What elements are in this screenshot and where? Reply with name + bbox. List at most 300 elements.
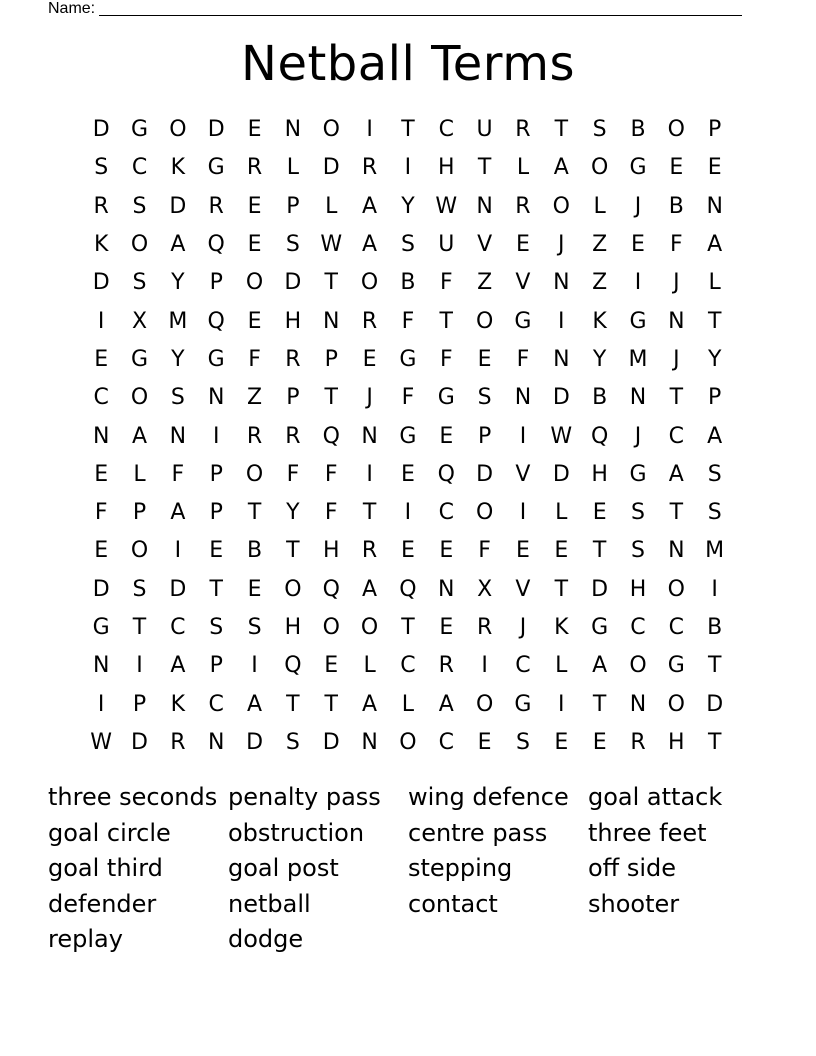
grid-letter[interactable]: R <box>361 308 378 334</box>
grid-letter[interactable]: A <box>362 576 378 602</box>
grid-letter[interactable]: A <box>438 691 454 717</box>
grid-letter[interactable]: D <box>92 117 110 143</box>
grid-letter[interactable]: T <box>286 538 300 564</box>
grid-row <box>82 111 734 149</box>
grid-letter[interactable]: W <box>435 193 458 219</box>
grid-letter[interactable]: G <box>130 117 149 143</box>
grid-letter[interactable]: V <box>515 461 531 487</box>
grid-letter[interactable]: E <box>592 729 607 755</box>
grid-letter[interactable]: I <box>404 500 412 526</box>
grid-letter[interactable]: J <box>634 193 642 219</box>
grid-letter[interactable]: G <box>130 346 149 372</box>
grid-letter[interactable]: V <box>515 270 531 296</box>
grid-letter[interactable]: T <box>707 729 722 755</box>
grid-letter[interactable]: A <box>707 232 723 258</box>
grid-letter[interactable]: G <box>207 346 225 372</box>
grid-letter[interactable]: Q <box>590 423 609 449</box>
grid-letter[interactable]: I <box>404 155 412 181</box>
grid-letter[interactable]: D <box>169 193 187 219</box>
grid-letter[interactable]: P <box>286 193 300 219</box>
grid-letter[interactable]: Q <box>399 576 417 602</box>
grid-letter[interactable]: E <box>247 308 262 334</box>
page-title: Netball Terms <box>241 36 575 92</box>
grid-letter[interactable]: Q <box>284 653 302 679</box>
grid-letter[interactable]: O <box>169 117 187 143</box>
grid-letter[interactable]: I <box>136 653 143 679</box>
grid-letter[interactable]: N <box>706 193 723 219</box>
grid-letter[interactable]: N <box>323 308 340 334</box>
grid-letter[interactable]: A <box>170 653 186 679</box>
grid-letter[interactable]: S <box>247 615 262 640</box>
grid-letter[interactable]: D <box>92 270 110 296</box>
grid-letter[interactable]: K <box>554 615 569 640</box>
grid-letter[interactable]: J <box>519 615 527 640</box>
grid-letter[interactable]: O <box>667 691 685 717</box>
grid-letter[interactable]: D <box>246 729 264 755</box>
grid-letter[interactable]: Y <box>286 500 300 526</box>
grid-letter[interactable]: A <box>707 423 723 449</box>
grid-letter[interactable]: A <box>170 232 186 258</box>
grid-letter[interactable]: T <box>324 691 338 717</box>
grid-letter[interactable]: W <box>90 729 113 755</box>
grid-letter[interactable]: F <box>324 461 338 487</box>
grid-letter[interactable]: I <box>634 270 642 296</box>
grid-letter[interactable]: E <box>477 729 492 755</box>
grid-letter[interactable]: N <box>207 729 225 755</box>
grid-letter[interactable]: E <box>324 653 339 679</box>
grid-letter[interactable]: Y <box>171 346 185 372</box>
grid-letter[interactable]: F <box>478 538 491 564</box>
grid-letter[interactable]: C <box>170 615 186 640</box>
grid-letter[interactable]: N <box>361 729 378 755</box>
grid-letter[interactable]: B <box>668 193 684 219</box>
grid-letter[interactable]: F <box>286 461 300 487</box>
grid-letter[interactable]: C <box>131 155 148 181</box>
grid-letter[interactable]: B <box>630 117 646 143</box>
grid-letter[interactable]: N <box>169 423 187 449</box>
grid-letter[interactable]: N <box>438 576 455 602</box>
grid-letter[interactable]: R <box>438 653 454 679</box>
grid-letter[interactable]: T <box>669 500 684 526</box>
grid-letter[interactable]: D <box>131 729 148 755</box>
name-underline[interactable] <box>99 15 742 16</box>
grid-letter[interactable]: B <box>400 270 416 296</box>
name-field[interactable] <box>48 0 742 20</box>
grid-letter[interactable]: E <box>94 461 109 487</box>
grid-letter[interactable]: P <box>708 385 722 411</box>
grid-letter[interactable]: E <box>247 193 262 219</box>
grid-letter[interactable]: E <box>247 117 262 143</box>
grid-letter[interactable]: L <box>555 500 568 526</box>
grid-letter[interactable]: P <box>132 691 147 717</box>
grid-letter[interactable]: E <box>209 538 224 564</box>
grid-letter[interactable]: O <box>590 155 609 181</box>
grid-letter[interactable]: T <box>324 385 338 411</box>
grid-letter[interactable]: E <box>631 232 645 258</box>
grid-letter[interactable]: S <box>170 385 185 411</box>
grid-letter[interactable]: S <box>631 538 645 564</box>
grid-letter[interactable]: I <box>366 461 373 487</box>
grid-letter[interactable]: T <box>439 308 453 334</box>
grid-letter[interactable]: E <box>439 423 454 449</box>
grid-letter[interactable]: K <box>170 155 186 181</box>
grid-letter[interactable]: K <box>170 691 186 717</box>
grid-letter[interactable]: U <box>438 232 455 258</box>
grid-letter[interactable]: F <box>516 346 530 372</box>
grid-letter[interactable]: S <box>707 500 722 526</box>
grid-letter[interactable]: W <box>550 423 573 449</box>
grid-letter[interactable]: G <box>514 691 532 717</box>
grid-letter[interactable]: H <box>284 615 302 640</box>
grid-letter[interactable]: T <box>707 653 722 679</box>
grid-letter[interactable]: R <box>285 346 301 372</box>
word-list <box>48 780 808 958</box>
grid-letter[interactable]: O <box>475 500 494 526</box>
grid-row <box>82 188 734 226</box>
grid-letter[interactable]: Y <box>401 193 415 219</box>
grid-letter[interactable]: E <box>669 155 684 181</box>
grid-letter[interactable]: O <box>245 270 264 296</box>
grid-letter[interactable]: O <box>245 461 264 487</box>
grid-letter[interactable]: F <box>670 232 683 258</box>
grid-letter[interactable]: C <box>668 423 685 449</box>
grid-letter[interactable]: S <box>132 576 147 602</box>
grid-letter[interactable]: O <box>360 615 379 640</box>
grid-letter[interactable]: T <box>132 615 147 640</box>
grid-letter[interactable]: E <box>400 538 415 564</box>
grid-letter[interactable]: H <box>437 155 455 181</box>
grid-letter[interactable]: Y <box>592 346 607 372</box>
grid-letter[interactable]: H <box>284 308 302 334</box>
grid-letter[interactable]: R <box>361 538 378 564</box>
grid-letter[interactable]: U <box>476 117 493 143</box>
grid-letter[interactable]: D <box>552 385 570 411</box>
grid-letter[interactable]: L <box>133 461 146 487</box>
grid-letter[interactable]: L <box>593 193 606 219</box>
grid-letter[interactable]: R <box>246 423 263 449</box>
grid-letter[interactable]: S <box>592 117 607 143</box>
grid-letter[interactable]: A <box>131 423 148 449</box>
grid-letter[interactable]: S <box>209 615 224 640</box>
grid-letter[interactable]: Y <box>171 270 185 296</box>
grid-letter[interactable]: I <box>558 308 565 334</box>
grid-letter[interactable]: S <box>94 155 109 181</box>
grid-letter[interactable]: S <box>515 729 530 755</box>
grid-letter[interactable]: Z <box>247 385 263 411</box>
grid-letter[interactable]: O <box>284 576 302 602</box>
grid-letter[interactable]: T <box>401 615 415 640</box>
grid-letter[interactable]: N <box>92 423 110 449</box>
grid-letter[interactable]: O <box>360 270 379 296</box>
grid-letter[interactable]: Y <box>707 346 722 372</box>
grid-letter[interactable]: H <box>322 538 340 564</box>
grid-letter[interactable]: G <box>514 308 532 334</box>
grid-letter[interactable]: G <box>207 155 225 181</box>
grid-letter[interactable]: T <box>324 270 338 296</box>
grid-letter[interactable]: O <box>399 729 417 755</box>
grid-letter[interactable]: A <box>362 232 378 258</box>
grid-letter[interactable]: I <box>711 576 718 602</box>
grid-letter[interactable]: A <box>362 193 378 219</box>
grid-letter[interactable]: D <box>476 461 494 487</box>
grid-letter[interactable]: T <box>592 691 607 717</box>
grid-letter[interactable]: W <box>320 232 343 258</box>
grid-letter[interactable]: T <box>707 308 722 334</box>
grid-letter[interactable]: L <box>708 270 721 296</box>
grid-letter[interactable]: N <box>553 346 570 372</box>
grid-row <box>82 724 734 762</box>
grid-letter[interactable]: C <box>400 653 416 679</box>
grid-letter[interactable]: F <box>171 461 185 487</box>
grid-letter[interactable]: C <box>630 615 646 640</box>
word-list-item: off side <box>588 854 677 883</box>
grid-letter[interactable]: O <box>552 193 570 219</box>
grid-letter[interactable]: L <box>555 653 568 679</box>
grid-letter[interactable]: M <box>705 538 725 564</box>
grid-letter[interactable]: I <box>212 423 220 449</box>
grid-letter[interactable]: P <box>708 117 722 143</box>
grid-letter[interactable]: R <box>246 155 263 181</box>
grid-letter[interactable]: E <box>592 500 607 526</box>
grid-letter[interactable]: T <box>286 691 300 717</box>
grid-letter[interactable]: G <box>399 346 417 372</box>
grid-letter[interactable]: N <box>207 385 225 411</box>
grid-letter[interactable]: D <box>92 576 110 602</box>
grid-letter[interactable]: P <box>132 500 147 526</box>
grid-letter[interactable]: I <box>519 500 527 526</box>
grid-letter[interactable]: C <box>208 691 224 717</box>
grid-letter[interactable]: X <box>477 576 493 602</box>
grid-letter[interactable]: P <box>324 346 338 372</box>
grid-letter[interactable]: G <box>629 155 647 181</box>
grid-letter[interactable]: S <box>707 461 722 487</box>
grid-letter[interactable]: H <box>629 576 647 602</box>
grid-letter[interactable]: H <box>668 729 685 755</box>
grid-letter[interactable]: E <box>247 232 262 258</box>
word-list-item: three seconds <box>48 783 218 811</box>
grid-letter[interactable]: S <box>132 270 147 296</box>
grid-letter[interactable]: S <box>132 193 147 219</box>
grid-letter[interactable]: I <box>174 538 182 564</box>
grid-letter[interactable]: E <box>362 346 377 372</box>
grid-letter[interactable]: T <box>554 117 569 143</box>
grid-letter[interactable]: F <box>401 308 415 334</box>
grid-letter[interactable]: L <box>325 193 338 219</box>
grid-letter[interactable]: D <box>207 117 225 143</box>
grid-letter[interactable]: I <box>481 653 488 679</box>
grid-letter[interactable]: F <box>401 385 415 411</box>
grid-letter[interactable]: P <box>209 653 223 679</box>
grid-letter[interactable]: R <box>93 193 109 219</box>
grid-letter[interactable]: R <box>361 155 378 181</box>
grid-letter[interactable]: O <box>322 615 340 640</box>
grid-letter[interactable]: N <box>514 385 532 411</box>
grid-letter[interactable]: K <box>592 308 607 334</box>
grid-letter[interactable]: D <box>284 270 302 296</box>
grid-letter[interactable]: F <box>324 500 338 526</box>
grid-letter[interactable]: J <box>673 346 680 372</box>
grid-letter[interactable]: I <box>366 117 373 143</box>
grid-letter[interactable]: G <box>399 423 417 449</box>
grid-letter[interactable]: I <box>97 691 105 717</box>
grid-letter[interactable]: D <box>591 576 609 602</box>
grid-letter[interactable]: P <box>209 461 223 487</box>
grid-letter[interactable]: N <box>92 653 110 679</box>
grid-letter[interactable]: T <box>592 538 607 564</box>
grid-letter[interactable]: V <box>515 576 531 602</box>
grid-letter[interactable]: N <box>361 423 378 449</box>
grid-letter[interactable]: A <box>170 500 186 526</box>
grid-letter[interactable]: C <box>515 653 531 679</box>
grid-letter[interactable]: N <box>629 691 647 717</box>
grid-letter[interactable]: I <box>251 653 258 679</box>
grid-letter[interactable]: F <box>248 346 261 372</box>
grid-letter[interactable]: T <box>209 576 223 602</box>
grid-letter[interactable]: H <box>591 461 608 487</box>
grid-letter[interactable]: O <box>667 117 685 143</box>
grid-letter[interactable]: I <box>558 691 565 717</box>
grid-letter[interactable]: E <box>516 538 530 564</box>
grid-letter[interactable]: E <box>247 576 262 602</box>
grid-letter[interactable]: J <box>558 232 565 258</box>
grid-letter[interactable]: O <box>629 653 647 679</box>
grid-letter[interactable]: I <box>519 423 527 449</box>
grid-letter[interactable]: J <box>634 423 642 449</box>
grid-letter[interactable]: V <box>477 232 493 258</box>
grid-letter[interactable]: F <box>94 500 108 526</box>
grid-letter[interactable]: P <box>477 423 492 449</box>
grid-letter[interactable]: Q <box>207 308 225 334</box>
grid-letter[interactable]: S <box>631 500 645 526</box>
grid-letter[interactable]: G <box>591 615 609 640</box>
grid-letter[interactable]: Z <box>477 270 493 296</box>
grid-letter[interactable]: S <box>285 729 300 755</box>
grid-letter[interactable]: A <box>668 461 684 487</box>
grid-letter[interactable]: T <box>669 385 684 411</box>
grid-letter[interactable]: R <box>630 729 646 755</box>
grid-letter[interactable]: J <box>366 385 373 411</box>
grid-letter[interactable]: D <box>552 461 570 487</box>
grid-letter[interactable]: E <box>707 155 722 181</box>
grid-letter[interactable]: T <box>247 500 262 526</box>
grid-letter[interactable]: T <box>362 500 377 526</box>
grid-letter[interactable]: D <box>706 691 724 717</box>
grid-letter[interactable]: I <box>97 308 105 334</box>
grid-letter[interactable]: S <box>400 232 415 258</box>
grid-letter[interactable]: O <box>322 117 340 143</box>
grid-letter[interactable]: Q <box>207 232 225 258</box>
grid-letter[interactable]: R <box>476 615 493 640</box>
grid-letter[interactable]: E <box>439 538 454 564</box>
grid-letter[interactable]: P <box>286 385 300 411</box>
grid-letter[interactable]: D <box>322 729 340 755</box>
grid-letter[interactable]: R <box>515 193 531 219</box>
grid-letter[interactable]: P <box>209 500 223 526</box>
grid-letter[interactable]: Q <box>322 576 340 602</box>
grid-letter[interactable]: Z <box>592 270 608 296</box>
grid-letter[interactable]: O <box>130 538 149 564</box>
grid-letter[interactable]: E <box>554 729 569 755</box>
grid-letter[interactable]: C <box>438 729 454 755</box>
grid-letter[interactable]: T <box>401 117 415 143</box>
grid-letter[interactable]: B <box>707 615 723 640</box>
grid-letter[interactable]: R <box>208 193 224 219</box>
grid-letter[interactable]: O <box>130 385 149 411</box>
grid-letter[interactable]: T <box>554 576 569 602</box>
grid-letter[interactable]: L <box>286 155 300 181</box>
grid-letter[interactable]: E <box>554 538 569 564</box>
grid-letter[interactable]: E <box>94 538 109 564</box>
grid-letter[interactable]: M <box>628 346 648 372</box>
grid-letter[interactable]: Q <box>322 423 340 449</box>
grid-letter[interactable]: E <box>477 346 492 372</box>
grid-letter[interactable]: S <box>477 385 492 411</box>
grid-letter[interactable]: G <box>667 653 685 679</box>
grid-letter[interactable]: C <box>93 385 109 411</box>
grid-letter[interactable]: Q <box>437 461 455 487</box>
grid-letter[interactable]: E <box>94 346 109 372</box>
grid-letter[interactable]: S <box>285 232 300 258</box>
grid-letter[interactable]: N <box>553 270 570 296</box>
grid-letter[interactable]: N <box>668 538 685 564</box>
grid-letter[interactable]: R <box>515 117 531 143</box>
grid-letter[interactable]: N <box>476 193 493 219</box>
grid-letter[interactable]: L <box>516 155 530 181</box>
grid-letter[interactable]: J <box>673 270 680 296</box>
grid-letter[interactable]: G <box>92 615 110 640</box>
grid-letter[interactable]: R <box>170 729 186 755</box>
grid-letter[interactable]: O <box>667 576 685 602</box>
grid-letter[interactable]: P <box>209 270 223 296</box>
grid-row <box>82 417 734 455</box>
grid-letter[interactable]: M <box>168 308 188 334</box>
grid-letter[interactable]: C <box>668 615 685 640</box>
grid-letter[interactable]: D <box>322 155 340 181</box>
grid-letter[interactable]: C <box>438 117 454 143</box>
grid-letter[interactable]: E <box>439 615 454 640</box>
grid-letter[interactable]: F <box>439 346 453 372</box>
grid-letter[interactable]: A <box>592 653 608 679</box>
grid-letter[interactable]: N <box>668 308 685 334</box>
grid-letter[interactable]: O <box>130 232 149 258</box>
grid-letter[interactable]: A <box>553 155 569 181</box>
grid-letter[interactable]: D <box>169 576 187 602</box>
grid-letter[interactable]: R <box>285 423 301 449</box>
grid-letter[interactable]: N <box>629 385 647 411</box>
grid-letter[interactable]: C <box>438 500 454 526</box>
grid-letter[interactable]: G <box>437 385 455 411</box>
grid-letter[interactable]: B <box>592 385 608 411</box>
grid-letter[interactable]: L <box>363 653 376 679</box>
grid-letter[interactable]: O <box>475 308 494 334</box>
word-list-item: contact <box>408 889 498 918</box>
grid-letter[interactable]: Z <box>592 232 608 258</box>
grid-letter[interactable]: T <box>477 155 492 181</box>
grid-letter[interactable]: E <box>516 232 530 258</box>
grid-letter[interactable]: X <box>131 308 148 334</box>
grid-letter[interactable]: F <box>439 270 453 296</box>
grid-letter[interactable]: G <box>629 308 647 334</box>
grid-letter[interactable]: E <box>400 461 415 487</box>
grid-letter[interactable]: G <box>629 461 647 487</box>
grid-letter[interactable]: O <box>475 691 494 717</box>
grid-letter[interactable]: L <box>401 691 415 717</box>
grid-letter[interactable]: A <box>247 691 263 717</box>
grid-letter[interactable]: A <box>362 691 378 717</box>
grid-letter[interactable]: K <box>93 232 109 258</box>
grid-letter[interactable]: N <box>284 117 302 143</box>
grid-letter[interactable]: B <box>247 538 263 564</box>
